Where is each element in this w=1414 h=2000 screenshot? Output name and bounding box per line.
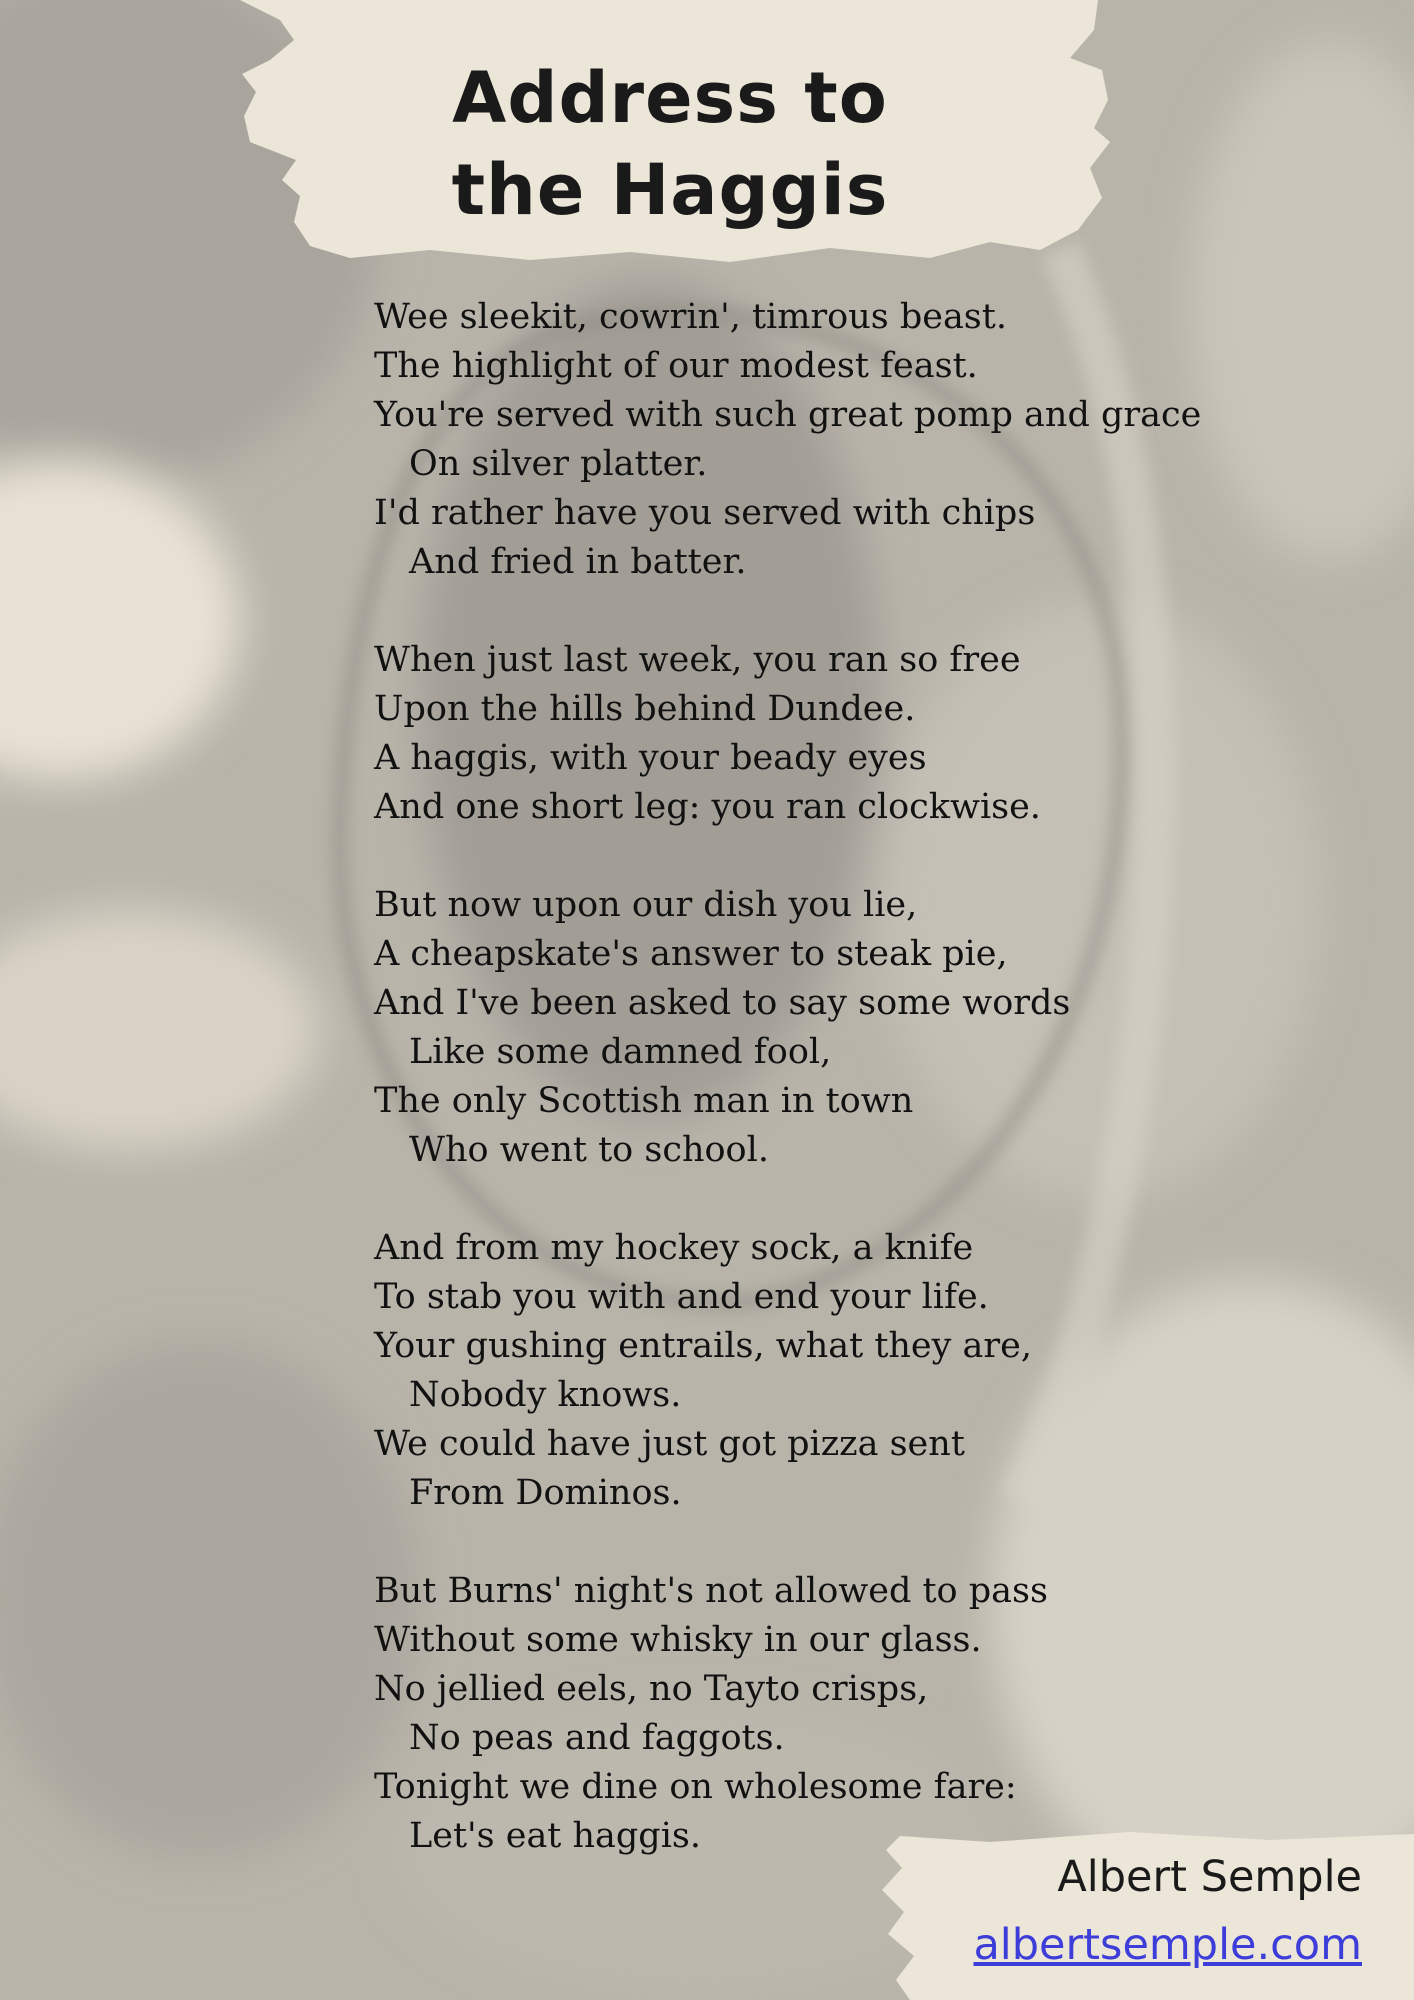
poem-line: A cheapskate's answer to steak pie,	[374, 934, 1008, 974]
poem-line: And I've been asked to say some words	[374, 983, 1071, 1023]
stanza	[374, 293, 1274, 587]
poem-line: But now upon our dish you lie,	[374, 885, 918, 925]
poem-line: Without some whisky in our glass.	[374, 1620, 982, 1660]
stanza	[374, 1224, 1274, 1518]
poem-body	[374, 293, 1274, 1910]
poem-line: Let's eat haggis.	[409, 1816, 701, 1856]
poem-line: You're served with such great pomp and grace	[374, 395, 1202, 435]
poem-line: No jellied eels, no Tayto crisps,	[374, 1669, 929, 1709]
website-link[interactable]: albertsemple.com	[973, 1920, 1362, 1970]
title-banner	[230, 0, 1110, 265]
author-name: Albert Semple	[1057, 1852, 1362, 1902]
stanza	[374, 636, 1274, 832]
title-line-1: Address to	[452, 57, 888, 139]
poem-line: And fried in batter.	[409, 542, 747, 582]
poem-line: When just last week, you ran so free	[374, 640, 1021, 680]
stanza	[374, 881, 1274, 1175]
signature-banner	[870, 1830, 1414, 2000]
poem-line: I'd rather have you served with chips	[374, 493, 1036, 533]
title-line-2: the Haggis	[451, 149, 889, 231]
poem-line: Like some damned fool,	[409, 1032, 832, 1072]
poem-line: No peas and faggots.	[409, 1718, 785, 1758]
poem-line: And one short leg: you ran clockwise.	[374, 787, 1041, 827]
poem-line: From Dominos.	[409, 1473, 682, 1513]
poem-line: Who went to school.	[409, 1130, 769, 1170]
stanza	[374, 1567, 1274, 1861]
poem-title	[230, 52, 1110, 236]
poem-line: A haggis, with your beady eyes	[374, 738, 927, 778]
poem-line: We could have just got pizza sent	[374, 1424, 965, 1464]
poem-line: To stab you with and end your life.	[374, 1277, 989, 1317]
poem-line: Your gushing entrails, what they are,	[374, 1326, 1032, 1366]
poem-line: On silver platter.	[409, 444, 708, 484]
poem-line: Wee sleekit, cowrin', timrous beast.	[374, 297, 1007, 337]
poem-line: Upon the hills behind Dundee.	[374, 689, 916, 729]
poem-line: But Burns' night's not allowed to pass	[374, 1571, 1048, 1611]
poem-line: Tonight we dine on wholesome fare:	[374, 1767, 1017, 1807]
poem-line: The only Scottish man in town	[374, 1081, 914, 1121]
poem-line: Nobody knows.	[409, 1375, 682, 1415]
poem-line: And from my hockey sock, a knife	[374, 1228, 974, 1268]
poem-line: The highlight of our modest feast.	[374, 346, 978, 386]
